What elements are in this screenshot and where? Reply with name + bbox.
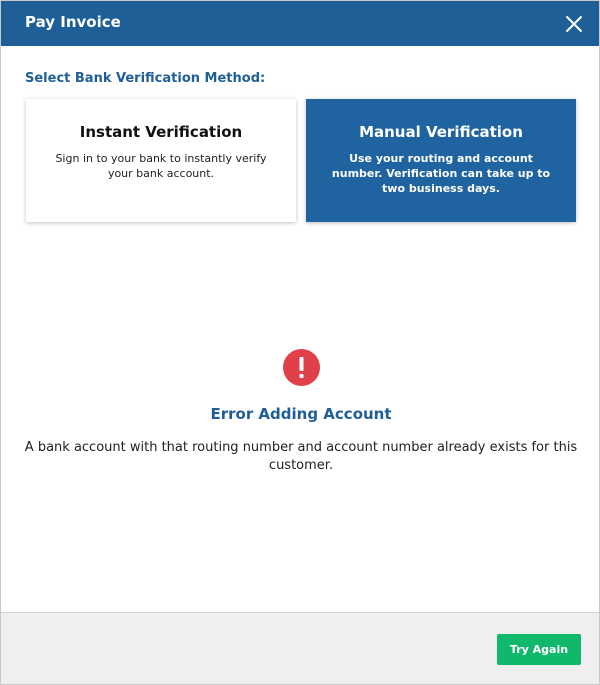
error-message: A bank account with that routing number and account number already exists for this customer. xyxy=(24,440,578,473)
close-icon[interactable] xyxy=(563,13,585,35)
error-title: Error Adding Account xyxy=(210,405,392,423)
instant-verification-title: Instant Verification xyxy=(79,123,243,141)
instant-verification-option[interactable] xyxy=(26,99,296,222)
dialog-header xyxy=(1,1,599,46)
exclamation-icon xyxy=(283,349,320,386)
instant-verification-description: Sign in to your bank to instantly verify your bank account. xyxy=(55,152,267,180)
manual-verification-option[interactable] xyxy=(306,99,576,222)
dialog-title: Pay Invoice xyxy=(25,13,121,31)
verification-method-label: Select Bank Verification Method: xyxy=(25,71,266,86)
try-again-button[interactable]: Try Again xyxy=(497,634,581,665)
manual-verification-title: Manual Verification xyxy=(359,123,523,141)
manual-verification-description: Use your routing and account number. Verification can take up to two business days. xyxy=(331,152,551,195)
